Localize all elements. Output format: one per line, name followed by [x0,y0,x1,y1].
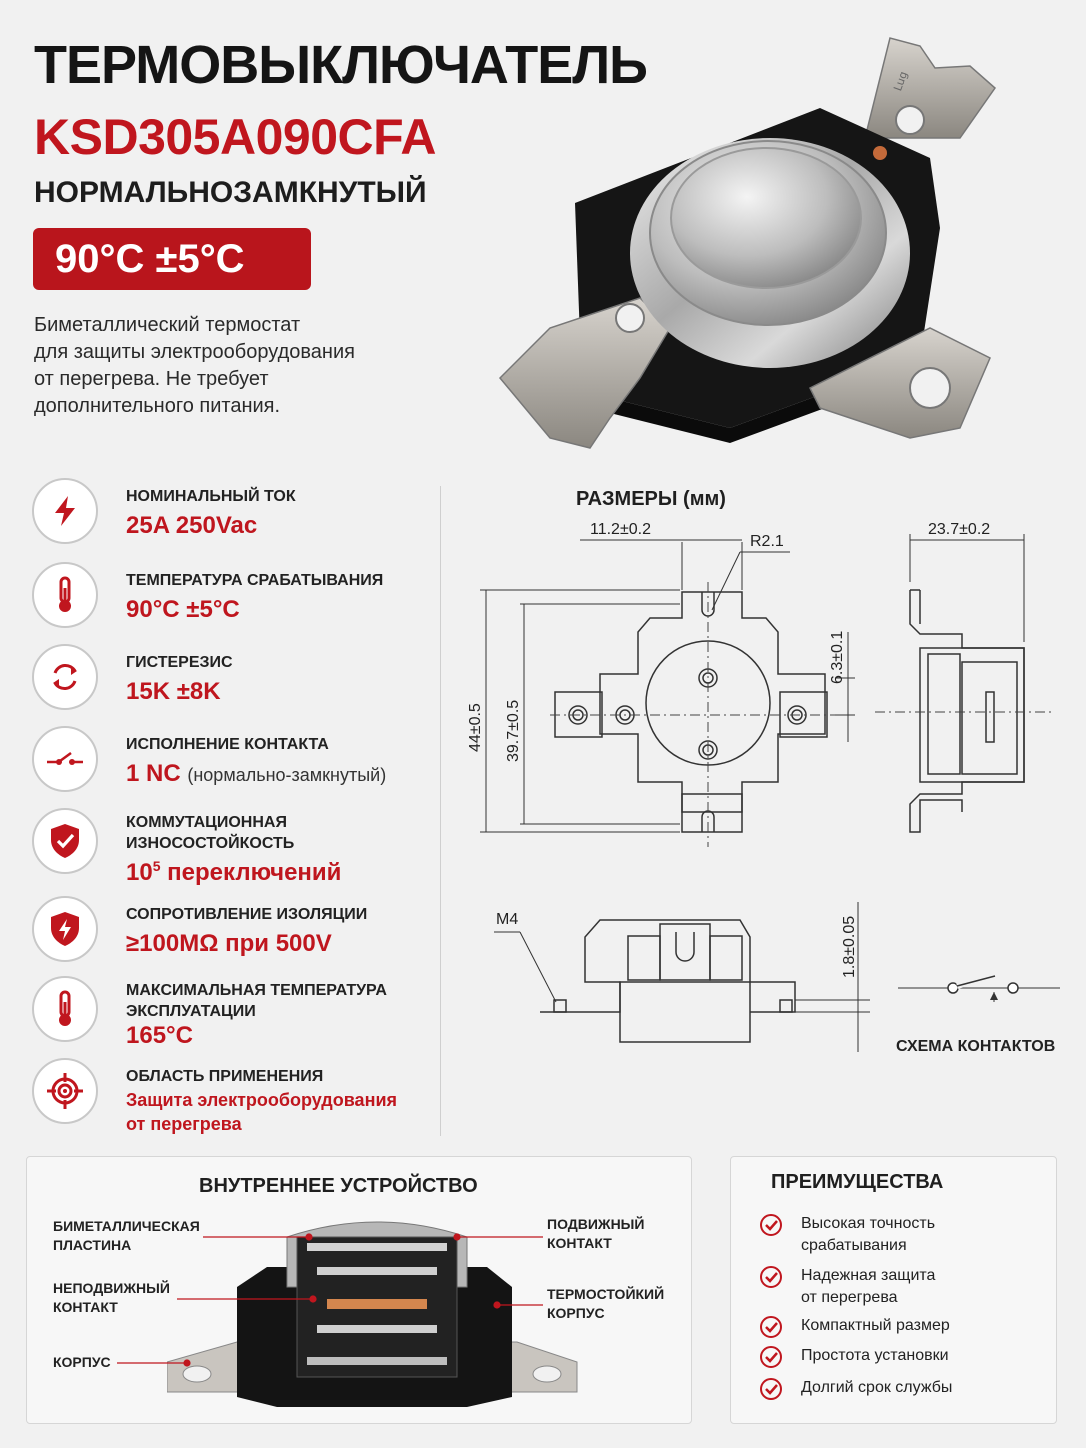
thermometer-icon [32,976,98,1042]
spec-label: ОБЛАСТЬ ПРИМЕНЕНИЯ [126,1068,324,1085]
check-circle-icon [759,1377,783,1401]
dimension-drawing [450,512,1080,1072]
advantage-text: Простота установки [801,1347,949,1364]
internal-device-title: ВНУТРЕННЕЕ УСТРОЙСТВО [199,1175,478,1197]
product-title: ТЕРМОВЫКЛЮЧАТЕЛЬ [34,35,647,95]
spec-value-exponent: 5 [152,858,161,874]
spec-value-rest: переключений [160,859,342,886]
spec-label: КОММУТАЦИОННАЯ ИЗНОСОСТОЙКОСТЬ [126,814,295,852]
spec-label: СОПРОТИВЛЕНИЕ ИЗОЛЯЦИИ [126,906,368,923]
lightning-icon [32,478,98,544]
label-housing: КОРПУС [53,1354,111,1370]
switch-contact-icon [32,726,98,792]
dim-thread: M4 [496,911,519,928]
spec-value [126,858,341,887]
advantage-text: Надежная защита от перегрева [801,1267,936,1306]
product-photo [490,28,1010,468]
dim-thickness: 1.8±0.05 [841,915,858,978]
spec-value: 165°C [126,1022,193,1049]
spec-value: 25A 250Vac [126,512,258,539]
contact-scheme-label: СХЕМА КОНТАКТОВ [896,1038,1056,1055]
advantages-panel [730,1156,1057,1424]
check-circle-icon [759,1265,783,1289]
spec-label: ТЕМПЕРАТУРА СРАБАТЫВАНИЯ [126,572,384,589]
check-circle-icon [759,1213,783,1237]
bracket-stamp: Lug [891,69,911,93]
dim-height-inner: 39.7±0.5 [505,699,522,762]
spec-value: Защита электрооборудования от перегрева [126,1090,398,1134]
spec-value-main: 1 NC [126,760,181,787]
thermometer-icon [32,562,98,628]
product-description: Биметаллический термостат для защиты электрооборудования от перегрева. Не требует дополнительного питания. [34,314,355,417]
label-moving-contact: ПОДВИЖНЫЙ КОНТАКТ [547,1216,645,1251]
label-bimetal-plate: БИМЕТАЛЛИЧЕСКАЯ ПЛАСТИНА [53,1218,200,1253]
advantage-text: Высокая точность срабатывания [801,1215,936,1254]
spec-value-note: (нормально-замкнутый) [187,765,387,785]
advantages-title: ПРЕИМУЩЕСТВА [771,1171,944,1193]
dim-height-outer: 44±0.5 [467,703,484,752]
label-fixed-contact: НЕПОДВИЖНЫЙ КОНТАКТ [53,1280,170,1315]
label-pointer-lines [27,1157,693,1425]
check-circle-icon [759,1345,783,1369]
spec-label: ГИСТЕРЕЗИС [126,654,233,671]
temperature-badge-text: 90°C ±5°C [55,236,245,281]
column-divider [440,486,441,1136]
product-model: KSD305A090CFA [34,109,437,165]
advantage-text: Компактный размер [801,1317,950,1334]
spec-value: 90°C ±5°C [126,596,240,623]
spec-value: 15K ±8K [126,678,221,705]
dim-center-offset: 6.3±0.1 [829,630,846,684]
spec-value [126,760,386,788]
spec-label: ИСПОЛНЕНИЕ КОНТАКТА [126,736,329,753]
advantage-text: Долгий срок службы [801,1379,953,1396]
spec-label: МАКСИМАЛЬНАЯ ТЕМПЕРАТУРА ЭКСПЛУАТАЦИИ [126,982,387,1020]
dim-width-top: 11.2±0.2 [590,521,651,538]
shield-lightning-icon [32,896,98,962]
spec-value-base: 10 [126,859,153,886]
dimensions-title: РАЗМЕРЫ (мм) [576,488,726,510]
label-heat-resistant-housing: ТЕРМОСТОЙКИЙ КОРПУС [547,1286,665,1321]
check-circle-icon [759,1315,783,1339]
temperature-badge [33,228,311,290]
product-subtitle: НОРМАЛЬНОЗАМКНУТЫЙ [34,176,427,209]
cycle-arrows-icon [32,644,98,710]
dim-side-width: 23.7±0.2 [928,521,991,538]
spec-value: ≥100MΩ при 500V [126,930,332,957]
shield-check-icon [32,808,98,874]
internal-device-panel [26,1156,692,1424]
target-icon [32,1058,98,1124]
spec-label: НОМИНАЛЬНЫЙ ТОК [126,488,296,505]
dim-radius: R2.1 [750,533,784,550]
